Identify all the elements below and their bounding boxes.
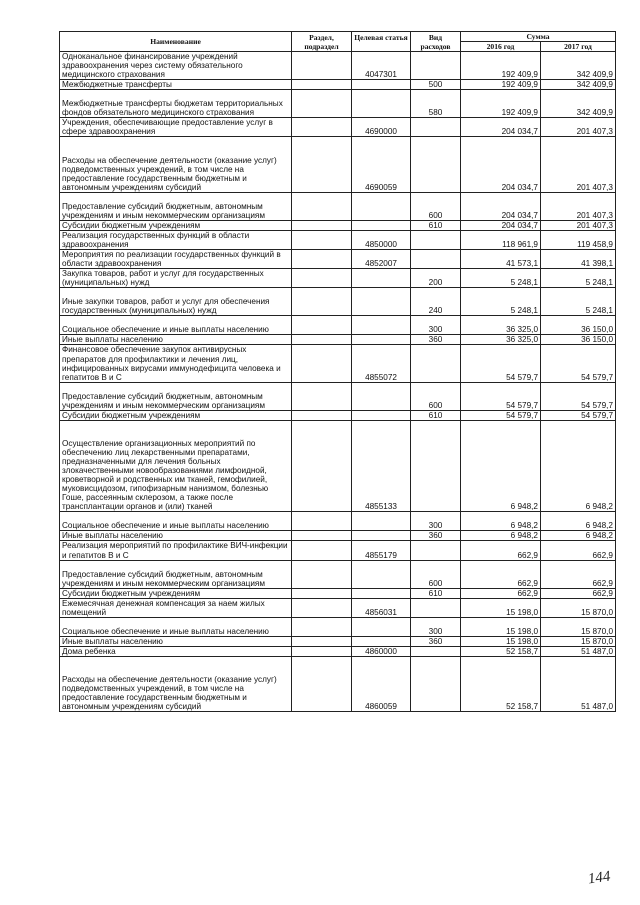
cell-section — [292, 647, 352, 657]
cell-target — [352, 192, 411, 220]
cell-amount-2017: 15 870,0 — [541, 617, 616, 636]
table-row — [60, 636, 616, 646]
header-name: Наименование — [60, 32, 292, 52]
cell-type: 500 — [411, 80, 461, 90]
cell-type: 580 — [411, 90, 461, 118]
table-row — [60, 647, 616, 657]
cell-amount-2016: 6 948,2 — [461, 512, 541, 531]
table-row — [60, 230, 616, 249]
cell-amount-2017: 342 409,9 — [541, 90, 616, 118]
cell-name: Социальное обеспечение и иные выплаты населению — [60, 617, 292, 636]
cell-name: Предоставление субсидий бюджетным, автономным учреждениям и иным некоммерческим организациям — [60, 192, 292, 220]
cell-target — [352, 588, 411, 598]
cell-type: 610 — [411, 220, 461, 230]
cell-name: Расходы на обеспечение деятельности (оказание услуг) подведомственных учреждений, в том числе на предоставление государственным бюджетным и автономным учреждениям субсидий — [60, 137, 292, 192]
header-year-2017: 2017 год — [541, 42, 616, 52]
cell-target — [352, 617, 411, 636]
cell-type: 360 — [411, 636, 461, 646]
table-row — [60, 345, 616, 382]
cell-amount-2017: 342 409,9 — [541, 52, 616, 80]
cell-section — [292, 617, 352, 636]
cell-name: Субсидии бюджетным учреждениям — [60, 410, 292, 420]
cell-name: Субсидии бюджетным учреждениям — [60, 588, 292, 598]
table-row — [60, 560, 616, 588]
cell-section — [292, 345, 352, 382]
cell-target — [352, 269, 411, 288]
cell-target — [352, 382, 411, 410]
cell-amount-2017: 54 579,7 — [541, 410, 616, 420]
cell-amount-2016: 118 961,9 — [461, 230, 541, 249]
cell-section — [292, 512, 352, 531]
cell-section — [292, 588, 352, 598]
cell-amount-2017: 54 579,7 — [541, 345, 616, 382]
cell-target — [352, 288, 411, 316]
cell-target: 4855133 — [352, 420, 411, 512]
cell-amount-2016: 5 248,1 — [461, 269, 541, 288]
cell-section — [292, 382, 352, 410]
cell-target — [352, 531, 411, 541]
cell-amount-2016: 662,9 — [461, 541, 541, 560]
cell-section — [292, 531, 352, 541]
cell-amount-2016: 41 573,1 — [461, 250, 541, 269]
cell-amount-2017: 662,9 — [541, 560, 616, 588]
cell-amount-2016: 15 198,0 — [461, 598, 541, 617]
header-type: Вид расходов — [411, 32, 461, 52]
table-row — [60, 335, 616, 345]
cell-amount-2017: 201 407,3 — [541, 192, 616, 220]
cell-section — [292, 220, 352, 230]
cell-amount-2016: 36 325,0 — [461, 316, 541, 335]
cell-amount-2016: 192 409,9 — [461, 90, 541, 118]
cell-name: Ежемесячная денежная компенсация за наем жилых помещений — [60, 598, 292, 617]
cell-amount-2016: 204 034,7 — [461, 220, 541, 230]
cell-amount-2016: 36 325,0 — [461, 335, 541, 345]
cell-target: 4852007 — [352, 250, 411, 269]
cell-target — [352, 636, 411, 646]
cell-amount-2017: 41 398,1 — [541, 250, 616, 269]
cell-target — [352, 220, 411, 230]
cell-amount-2016: 52 158,7 — [461, 657, 541, 712]
cell-amount-2016: 54 579,7 — [461, 410, 541, 420]
cell-name: Межбюджетные трансферты — [60, 80, 292, 90]
table-body — [60, 52, 616, 712]
cell-target — [352, 316, 411, 335]
cell-target — [352, 560, 411, 588]
cell-section — [292, 52, 352, 80]
cell-type: 610 — [411, 410, 461, 420]
cell-type: 300 — [411, 316, 461, 335]
cell-type — [411, 541, 461, 560]
header-section: Раздел, подраздел — [292, 32, 352, 52]
table-row — [60, 316, 616, 335]
cell-amount-2017: 36 150,0 — [541, 335, 616, 345]
cell-amount-2017: 36 150,0 — [541, 316, 616, 335]
cell-name: Одноканальное финансирование учреждений здравоохранения через систему обязательного медицинского страхования — [60, 52, 292, 80]
cell-target: 4690059 — [352, 137, 411, 192]
cell-type — [411, 52, 461, 80]
cell-type: 600 — [411, 192, 461, 220]
cell-amount-2017: 201 407,3 — [541, 220, 616, 230]
table-row — [60, 588, 616, 598]
cell-name: Учреждения, обеспечивающие предоставление услуг в сфере здравоохранения — [60, 118, 292, 137]
cell-type — [411, 420, 461, 512]
cell-amount-2017: 6 948,2 — [541, 531, 616, 541]
cell-section — [292, 420, 352, 512]
cell-section — [292, 335, 352, 345]
table-row — [60, 420, 616, 512]
table-row — [60, 192, 616, 220]
page-number: 144 — [586, 868, 612, 888]
cell-amount-2017: 5 248,1 — [541, 269, 616, 288]
cell-section — [292, 657, 352, 712]
cell-amount-2017: 15 870,0 — [541, 636, 616, 646]
cell-name: Закупка товаров, работ и услуг для государственных (муниципальных) нужд — [60, 269, 292, 288]
table-row — [60, 137, 616, 192]
cell-amount-2016: 192 409,9 — [461, 52, 541, 80]
table-row — [60, 382, 616, 410]
cell-amount-2017: 201 407,3 — [541, 137, 616, 192]
cell-section — [292, 410, 352, 420]
cell-target: 4850000 — [352, 230, 411, 249]
cell-amount-2017: 662,9 — [541, 588, 616, 598]
cell-section — [292, 316, 352, 335]
table-row — [60, 657, 616, 712]
cell-type — [411, 647, 461, 657]
cell-name: Предоставление субсидий бюджетным, автономным учреждениям и иным некоммерческим организациям — [60, 382, 292, 410]
table-row — [60, 269, 616, 288]
cell-amount-2017: 119 458,9 — [541, 230, 616, 249]
table-row — [60, 617, 616, 636]
table-row — [60, 598, 616, 617]
cell-target — [352, 335, 411, 345]
cell-amount-2017: 5 248,1 — [541, 288, 616, 316]
table-row — [60, 250, 616, 269]
cell-amount-2016: 54 579,7 — [461, 345, 541, 382]
cell-type: 600 — [411, 382, 461, 410]
cell-target: 4047301 — [352, 52, 411, 80]
cell-name: Социальное обеспечение и иные выплаты населению — [60, 316, 292, 335]
cell-section — [292, 560, 352, 588]
table-row — [60, 410, 616, 420]
cell-amount-2016: 192 409,9 — [461, 80, 541, 90]
table-row — [60, 80, 616, 90]
cell-amount-2017: 15 870,0 — [541, 598, 616, 617]
cell-type: 610 — [411, 588, 461, 598]
table-row — [60, 541, 616, 560]
cell-amount-2017: 51 487,0 — [541, 647, 616, 657]
cell-type: 300 — [411, 512, 461, 531]
cell-type — [411, 657, 461, 712]
cell-name: Иные выплаты населению — [60, 335, 292, 345]
cell-type: 360 — [411, 335, 461, 345]
cell-name: Дома ребенка — [60, 647, 292, 657]
cell-section — [292, 118, 352, 137]
cell-type — [411, 598, 461, 617]
table-header — [60, 32, 616, 52]
cell-type — [411, 230, 461, 249]
cell-target — [352, 512, 411, 531]
cell-amount-2016: 6 948,2 — [461, 420, 541, 512]
cell-name: Расходы на обеспечение деятельности (оказание услуг) подведомственных учреждений, в том числе на предоставление государственным бюджетным и автономным учреждениям субсидий — [60, 657, 292, 712]
cell-section — [292, 192, 352, 220]
cell-target — [352, 410, 411, 420]
cell-amount-2017: 6 948,2 — [541, 512, 616, 531]
cell-amount-2016: 15 198,0 — [461, 636, 541, 646]
cell-name: Иные закупки товаров, работ и услуг для обеспечения государственных (муниципальных) нужд — [60, 288, 292, 316]
cell-section — [292, 541, 352, 560]
cell-type: 300 — [411, 617, 461, 636]
cell-name: Социальное обеспечение и иные выплаты населению — [60, 512, 292, 531]
cell-name: Осуществление организационных мероприятий по обеспечению лиц лекарственными препаратами, предназначенными для лечения больных злокачественными новообразованиями лимфоидной, кроветворной и родственных им тканей, гемофилией, муковисцидозом, гипофизарным нанизмом, болезнью Гоше, рассеянным склерозом, а также после трансплантации органов и (или) тканей — [60, 420, 292, 512]
table-row — [60, 118, 616, 137]
cell-amount-2017: 54 579,7 — [541, 382, 616, 410]
cell-amount-2016: 204 034,7 — [461, 118, 541, 137]
cell-amount-2016: 204 034,7 — [461, 137, 541, 192]
cell-target — [352, 80, 411, 90]
cell-section — [292, 230, 352, 249]
cell-section — [292, 137, 352, 192]
cell-section — [292, 269, 352, 288]
cell-amount-2017: 6 948,2 — [541, 420, 616, 512]
cell-name: Субсидии бюджетным учреждениям — [60, 220, 292, 230]
header-target: Целевая статья — [352, 32, 411, 52]
cell-amount-2017: 662,9 — [541, 541, 616, 560]
cell-amount-2016: 662,9 — [461, 560, 541, 588]
cell-section — [292, 288, 352, 316]
cell-section — [292, 636, 352, 646]
cell-amount-2016: 52 158,7 — [461, 647, 541, 657]
cell-type: 360 — [411, 531, 461, 541]
cell-name: Иные выплаты населению — [60, 636, 292, 646]
cell-amount-2016: 662,9 — [461, 588, 541, 598]
cell-type — [411, 137, 461, 192]
cell-target: 4856031 — [352, 598, 411, 617]
cell-type: 200 — [411, 269, 461, 288]
cell-name: Реализация мероприятий по профилактике ВИЧ-инфекции и гепатитов В и С — [60, 541, 292, 560]
header-amount: Сумма — [461, 32, 616, 42]
cell-amount-2016: 5 248,1 — [461, 288, 541, 316]
table-row — [60, 288, 616, 316]
cell-amount-2017: 51 487,0 — [541, 657, 616, 712]
cell-name: Иные выплаты населению — [60, 531, 292, 541]
cell-target: 4690000 — [352, 118, 411, 137]
cell-type — [411, 345, 461, 382]
cell-type — [411, 118, 461, 137]
cell-type — [411, 250, 461, 269]
table-row — [60, 220, 616, 230]
cell-target: 4855179 — [352, 541, 411, 560]
cell-amount-2016: 204 034,7 — [461, 192, 541, 220]
cell-target: 4860000 — [352, 647, 411, 657]
table-row — [60, 90, 616, 118]
cell-type: 600 — [411, 560, 461, 588]
cell-section — [292, 80, 352, 90]
cell-amount-2016: 15 198,0 — [461, 617, 541, 636]
cell-amount-2017: 201 407,3 — [541, 118, 616, 137]
cell-target — [352, 90, 411, 118]
cell-amount-2016: 54 579,7 — [461, 382, 541, 410]
cell-target: 4855072 — [352, 345, 411, 382]
cell-name: Предоставление субсидий бюджетным, автономным учреждениям и иным некоммерческим организациям — [60, 560, 292, 588]
cell-name: Мероприятия по реализации государственных функций в области здравоохранения — [60, 250, 292, 269]
cell-type: 240 — [411, 288, 461, 316]
table-row — [60, 531, 616, 541]
cell-amount-2017: 342 409,9 — [541, 80, 616, 90]
cell-name: Межбюджетные трансферты бюджетам территориальных фондов обязательного медицинского страхования — [60, 90, 292, 118]
header-year-2016: 2016 год — [461, 42, 541, 52]
table-row — [60, 52, 616, 80]
cell-name: Реализация государственных функций в области здравоохранения — [60, 230, 292, 249]
budget-table — [59, 31, 616, 712]
cell-section — [292, 90, 352, 118]
cell-section — [292, 598, 352, 617]
cell-section — [292, 250, 352, 269]
cell-name: Финансовое обеспечение закупок антивирусных препаратов для профилактики и лечения лиц, инфицированных вирусами иммунодефицита человека и гепатитов В и С — [60, 345, 292, 382]
cell-target: 4860059 — [352, 657, 411, 712]
table-row — [60, 512, 616, 531]
cell-amount-2016: 6 948,2 — [461, 531, 541, 541]
